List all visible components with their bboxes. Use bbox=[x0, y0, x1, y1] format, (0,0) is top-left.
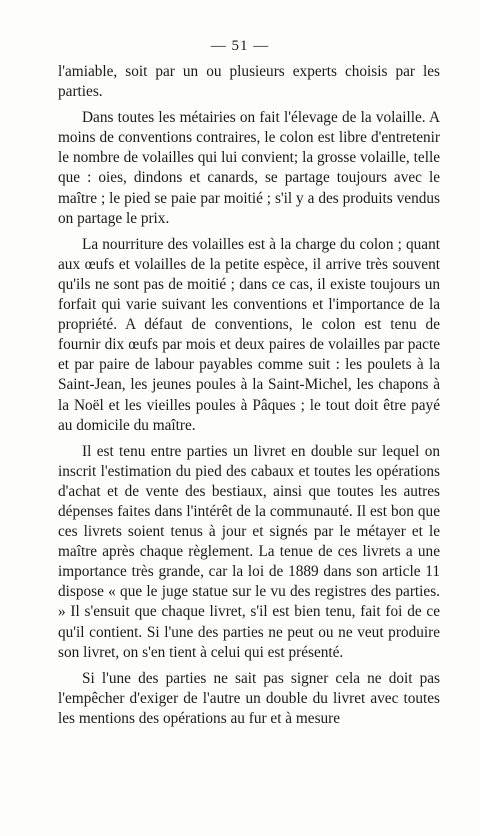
paragraph-5: Si l'une des parties ne sait pas signer cela ne doit pas l'empêcher d'exiger de l'autre un double du livret avec toutes les mentions des opérations au fur et à mesure bbox=[58, 669, 440, 727]
paragraph-2: Dans toutes les métairies on fait l'élevage de la volaille. A moins de conventions contraires, le colon est libre d'entretenir le nombre de volailles qui lui convient; la grosse volaille, telle que : oies, dindons et canards, se partage toujours avec le maître ; le pied se paie par moitié ; s'il y a des produits vendus on partage le prix. bbox=[58, 109, 440, 227]
paragraph-4: Il est tenu entre parties un livret en double sur lequel on inscrit l'estimation du pied des cabaux et toutes les opérations d'achat et de vente des bestiaux, ainsi que toutes les autres dépenses faites dans l'intérêt de la communauté. Il est bon que ces livrets soient tenus à jour et signés par le métayer et le maître après chaque règlement. La tenue de ces livrets a une importance très grande, car la loi de 1889 dans son article 11 dispose « que le juge statue sur le vu des registres des parties. » Il s'ensuit que chaque livret, s'il est bien tenu, fait foi de ce qu'il contient. Si l'une des parties ne peut ou ne veut produire son livret, on s'en tient à celui qui est présenté. bbox=[58, 442, 440, 661]
paragraph-1: l'amiable, soit par un ou plusieurs experts choisis par les parties. bbox=[58, 63, 440, 101]
page-number: — 51 — bbox=[210, 38, 270, 54]
paragraph-3: La nourriture des volailles est à la charge du colon ; quant aux œufs et volailles de la petite espèce, il arrive très souvent qu'ils ne sont pas de moitié ; dans ce cas, il existe toujours un forfait qui varie suivant les conventions et l'importance de la propriété. A défaut de conventions, le colon est tenu de fournir dix œufs par mois et deux paires de volailles par pacte et par paire de labour payables comme suit : les poulets à la Saint-Jean, les jeunes poules à la Saint-Michel, les chapons à la Noël et les vieilles poules à Pâques ; le tout doit être payé au domicile du maître. bbox=[58, 235, 440, 434]
body-text bbox=[58, 62, 440, 735]
